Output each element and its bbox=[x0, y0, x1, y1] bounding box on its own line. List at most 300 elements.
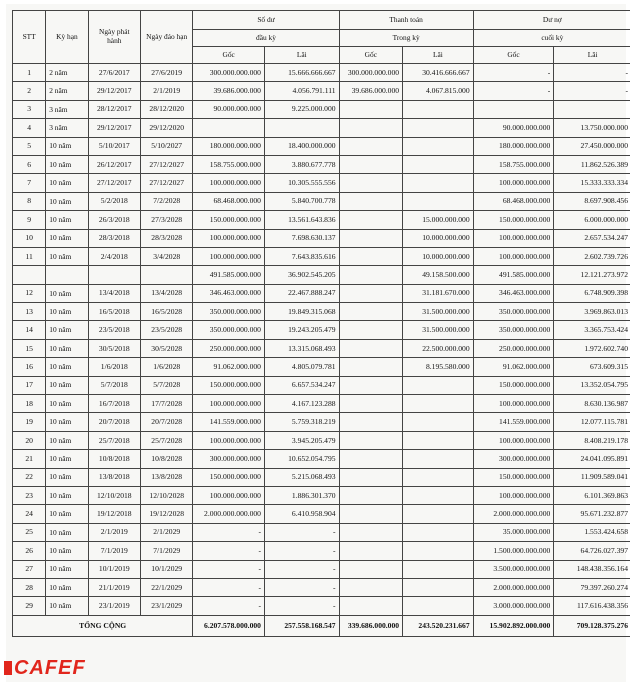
cell-maturity: 30/5/2028 bbox=[141, 339, 193, 357]
cell-open-p: 300.000.000.000 bbox=[193, 450, 265, 468]
cell-close-i: 24.041.095.891 bbox=[554, 450, 630, 468]
cell-close-p: 180.000.000.000 bbox=[473, 137, 554, 155]
cell-pay-p bbox=[339, 100, 403, 118]
cell-issue: 10/1/2019 bbox=[88, 560, 140, 578]
cell-term: 10 năm bbox=[46, 229, 88, 247]
cell-pay-p bbox=[339, 321, 403, 339]
cell-pay-i: 15.000.000.000 bbox=[403, 211, 474, 229]
cell-maturity: 17/7/2028 bbox=[141, 395, 193, 413]
cell-issue: 1/6/2018 bbox=[88, 358, 140, 376]
cell-pay-i bbox=[403, 137, 474, 155]
table-row bbox=[13, 174, 630, 192]
cell-close-i: 673.609.315 bbox=[554, 358, 630, 376]
cell-maturity: 27/3/2028 bbox=[141, 211, 193, 229]
cell-open-i: 5.840.700.778 bbox=[264, 192, 339, 210]
cell-maturity: 2/1/2029 bbox=[141, 523, 193, 541]
cell-term: 10 năm bbox=[46, 174, 88, 192]
cell-pay-i bbox=[403, 560, 474, 578]
cell-issue: 27/6/2017 bbox=[88, 64, 140, 82]
cell-stt: 28 bbox=[13, 578, 46, 596]
total-open-interest: 257.558.168.547 bbox=[264, 615, 339, 636]
cell-maturity: 13/8/2028 bbox=[141, 468, 193, 486]
cell-term: 10 năm bbox=[46, 486, 88, 504]
cell-pay-i bbox=[403, 431, 474, 449]
cell-pay-p bbox=[339, 450, 403, 468]
cell-pay-p bbox=[339, 247, 403, 265]
cell-maturity: 7/1/2029 bbox=[141, 542, 193, 560]
cell-stt: 10 bbox=[13, 229, 46, 247]
table-row bbox=[13, 229, 630, 247]
cell-issue: 20/7/2018 bbox=[88, 413, 140, 431]
cell-maturity: 2/1/2019 bbox=[141, 82, 193, 100]
cell-close-p: 150.000.000.000 bbox=[473, 468, 554, 486]
cell-open-i: - bbox=[264, 542, 339, 560]
cell-pay-i bbox=[403, 486, 474, 504]
cell-maturity: 28/3/2028 bbox=[141, 229, 193, 247]
cell-term: 2 năm bbox=[46, 64, 88, 82]
cell-open-i: 7.698.630.137 bbox=[264, 229, 339, 247]
cell-maturity: 3/4/2028 bbox=[141, 247, 193, 265]
cell-open-p: 350.000.000.000 bbox=[193, 321, 265, 339]
total-close-interest: 709.128.375.276 bbox=[554, 615, 630, 636]
cell-close-p: 3.000.000.000.000 bbox=[473, 597, 554, 615]
cell-issue: 7/1/2019 bbox=[88, 542, 140, 560]
cell-pay-i bbox=[403, 542, 474, 560]
cell-close-p: 2.000.000.000.000 bbox=[473, 505, 554, 523]
table-row bbox=[13, 303, 630, 321]
header-close-interest: Lãi bbox=[554, 47, 630, 64]
cell-close-p: - bbox=[473, 82, 554, 100]
cell-close-i: 8.697.908.456 bbox=[554, 192, 630, 210]
cell-open-i: 1.886.301.370 bbox=[264, 486, 339, 504]
header-stt: STT bbox=[13, 11, 46, 64]
cell-close-i: 2.602.739.726 bbox=[554, 247, 630, 265]
cell-pay-p bbox=[339, 431, 403, 449]
cell-term: 10 năm bbox=[46, 284, 88, 302]
table-row bbox=[13, 486, 630, 504]
cell-pay-i bbox=[403, 450, 474, 468]
table-row bbox=[13, 523, 630, 541]
cell-stt: 8 bbox=[13, 192, 46, 210]
cell-close-i: 13.750.000.000 bbox=[554, 119, 630, 137]
cell-term: 10 năm bbox=[46, 523, 88, 541]
cell-pay-i: 22.500.000.000 bbox=[403, 339, 474, 357]
cell-maturity: 13/4/2028 bbox=[141, 284, 193, 302]
cell-pay-p bbox=[339, 486, 403, 504]
table-row bbox=[13, 578, 630, 596]
cell-term: 10 năm bbox=[46, 247, 88, 265]
cell-stt: 5 bbox=[13, 137, 46, 155]
cell-stt: 11 bbox=[13, 247, 46, 265]
cell-open-p: 100.000.000.000 bbox=[193, 431, 265, 449]
cell-pay-p bbox=[339, 358, 403, 376]
cell-issue: 26/12/2017 bbox=[88, 155, 140, 173]
cell-open-i: 10.305.555.556 bbox=[264, 174, 339, 192]
cell-term: 3 năm bbox=[46, 119, 88, 137]
cell-pay-p bbox=[339, 174, 403, 192]
cell-close-p: 150.000.000.000 bbox=[473, 211, 554, 229]
cell-maturity bbox=[141, 266, 193, 284]
cell-close-i: 2.657.534.247 bbox=[554, 229, 630, 247]
cell-close-i: 12.121.273.972 bbox=[554, 266, 630, 284]
table-row bbox=[13, 376, 630, 394]
cell-open-p: - bbox=[193, 578, 265, 596]
cell-term: 2 năm bbox=[46, 82, 88, 100]
cell-pay-i bbox=[403, 468, 474, 486]
logo-mark-icon bbox=[4, 661, 12, 675]
cell-open-i: 19.849.315.068 bbox=[264, 303, 339, 321]
cell-open-i: 5.759.318.219 bbox=[264, 413, 339, 431]
table-row bbox=[13, 468, 630, 486]
cell-open-i: 18.400.000.000 bbox=[264, 137, 339, 155]
cell-pay-i bbox=[403, 597, 474, 615]
cell-close-i: 3.969.863.013 bbox=[554, 303, 630, 321]
cell-close-i: 11.909.589.041 bbox=[554, 468, 630, 486]
cell-pay-p bbox=[339, 137, 403, 155]
cell-close-i: 79.397.260.274 bbox=[554, 578, 630, 596]
cell-stt: 14 bbox=[13, 321, 46, 339]
header-pay-principal: Gốc bbox=[339, 47, 403, 64]
cell-pay-i bbox=[403, 100, 474, 118]
cell-maturity: 27/12/2027 bbox=[141, 174, 193, 192]
cell-open-p: 150.000.000.000 bbox=[193, 376, 265, 394]
cell-close-i: 13.352.054.795 bbox=[554, 376, 630, 394]
cell-open-p: 91.062.000.000 bbox=[193, 358, 265, 376]
cell-open-p: 350.000.000.000 bbox=[193, 303, 265, 321]
cell-open-p: 300.000.000.000 bbox=[193, 64, 265, 82]
cell-pay-p bbox=[339, 505, 403, 523]
cell-stt: 2 bbox=[13, 82, 46, 100]
cell-stt: 21 bbox=[13, 450, 46, 468]
cell-pay-p bbox=[339, 376, 403, 394]
cell-pay-i bbox=[403, 174, 474, 192]
cell-stt: 13 bbox=[13, 303, 46, 321]
cell-issue: 23/1/2019 bbox=[88, 597, 140, 615]
cell-pay-i bbox=[403, 578, 474, 596]
cell-term: 10 năm bbox=[46, 137, 88, 155]
cell-open-p: 150.000.000.000 bbox=[193, 468, 265, 486]
cell-pay-p bbox=[339, 303, 403, 321]
bond-balance-table bbox=[12, 10, 630, 637]
cafef-logo bbox=[4, 657, 86, 679]
table-row bbox=[13, 284, 630, 302]
cell-stt: 27 bbox=[13, 560, 46, 578]
header-maturity-date: Ngày đáo hạn bbox=[141, 11, 193, 64]
cell-stt: 23 bbox=[13, 486, 46, 504]
cell-term: 10 năm bbox=[46, 431, 88, 449]
cell-close-i: 6.000.000.000 bbox=[554, 211, 630, 229]
cell-maturity: 29/12/2020 bbox=[141, 119, 193, 137]
cell-stt: 18 bbox=[13, 395, 46, 413]
table-row bbox=[13, 192, 630, 210]
cell-open-p: 491.585.000.000 bbox=[193, 266, 265, 284]
cell-pay-p bbox=[339, 560, 403, 578]
table-row bbox=[13, 395, 630, 413]
cell-stt: 15 bbox=[13, 339, 46, 357]
document-sheet bbox=[6, 4, 626, 682]
cell-issue: 10/8/2018 bbox=[88, 450, 140, 468]
cell-open-i bbox=[264, 119, 339, 137]
cell-pay-i bbox=[403, 192, 474, 210]
cell-maturity: 1/6/2028 bbox=[141, 358, 193, 376]
cell-issue: 13/4/2018 bbox=[88, 284, 140, 302]
header-payment: Thanh toán bbox=[339, 11, 473, 30]
cell-term: 10 năm bbox=[46, 450, 88, 468]
cell-term: 10 năm bbox=[46, 542, 88, 560]
cell-term: 10 năm bbox=[46, 376, 88, 394]
cell-term: 10 năm bbox=[46, 358, 88, 376]
table-row bbox=[13, 321, 630, 339]
cell-maturity: 22/1/2029 bbox=[141, 578, 193, 596]
cell-close-i: 11.862.526.389 bbox=[554, 155, 630, 173]
cell-close-i: 8.630.136.987 bbox=[554, 395, 630, 413]
cell-term: 10 năm bbox=[46, 192, 88, 210]
cell-close-i: 12.077.115.781 bbox=[554, 413, 630, 431]
cell-pay-i: 10.000.000.000 bbox=[403, 247, 474, 265]
cell-pay-i: 31.500.000.000 bbox=[403, 303, 474, 321]
cell-close-i: 6.101.369.863 bbox=[554, 486, 630, 504]
cell-pay-p: 300.000.000.000 bbox=[339, 64, 403, 82]
cell-stt: 6 bbox=[13, 155, 46, 173]
table-row bbox=[13, 155, 630, 173]
cell-open-p: - bbox=[193, 542, 265, 560]
cell-close-p: - bbox=[473, 64, 554, 82]
cell-pay-p bbox=[339, 229, 403, 247]
cell-term: 10 năm bbox=[46, 597, 88, 615]
cell-open-i: 5.215.068.493 bbox=[264, 468, 339, 486]
cell-issue: 27/12/2017 bbox=[88, 174, 140, 192]
cell-close-p: 158.755.000.000 bbox=[473, 155, 554, 173]
table-row bbox=[13, 211, 630, 229]
cell-open-p: 68.468.000.000 bbox=[193, 192, 265, 210]
total-open-principal: 6.207.578.000.000 bbox=[193, 615, 265, 636]
cell-issue: 25/7/2018 bbox=[88, 431, 140, 449]
cell-open-p: 141.559.000.000 bbox=[193, 413, 265, 431]
cell-open-p: 39.686.000.000 bbox=[193, 82, 265, 100]
cell-open-p: 100.000.000.000 bbox=[193, 486, 265, 504]
table-row bbox=[13, 542, 630, 560]
cell-open-p: 158.755.000.000 bbox=[193, 155, 265, 173]
logo-text: CAFEF bbox=[14, 656, 86, 679]
cell-term: 10 năm bbox=[46, 321, 88, 339]
cell-open-i: 3.880.677.778 bbox=[264, 155, 339, 173]
cell-issue: 16/7/2018 bbox=[88, 395, 140, 413]
cell-close-i: 117.616.438.356 bbox=[554, 597, 630, 615]
table-row bbox=[13, 505, 630, 523]
cell-issue: 29/12/2017 bbox=[88, 119, 140, 137]
cell-open-i: 10.652.054.795 bbox=[264, 450, 339, 468]
cell-open-p: 90.000.000.000 bbox=[193, 100, 265, 118]
cell-maturity: 16/5/2028 bbox=[141, 303, 193, 321]
cell-close-p: 150.000.000.000 bbox=[473, 376, 554, 394]
cell-stt: 4 bbox=[13, 119, 46, 137]
cell-close-i bbox=[554, 100, 630, 118]
cell-stt: 22 bbox=[13, 468, 46, 486]
cell-close-p: 100.000.000.000 bbox=[473, 395, 554, 413]
cell-pay-i: 31.500.000.000 bbox=[403, 321, 474, 339]
cell-maturity: 23/1/2029 bbox=[141, 597, 193, 615]
cell-close-i: 95.671.232.877 bbox=[554, 505, 630, 523]
cell-term: 3 năm bbox=[46, 100, 88, 118]
header-pay-interest: Lãi bbox=[403, 47, 474, 64]
cell-stt: 17 bbox=[13, 376, 46, 394]
cell-close-p: 100.000.000.000 bbox=[473, 247, 554, 265]
header-closing: Dư nợ bbox=[473, 11, 630, 30]
cell-term: 10 năm bbox=[46, 155, 88, 173]
cell-pay-p bbox=[339, 413, 403, 431]
header-closing-sub: cuối kỳ bbox=[473, 30, 630, 47]
cell-pay-p bbox=[339, 597, 403, 615]
table-row bbox=[13, 82, 630, 100]
cell-open-i: 9.225.000.000 bbox=[264, 100, 339, 118]
table-row bbox=[13, 431, 630, 449]
header-term: Kỳ hạn bbox=[46, 11, 88, 64]
cell-open-p: 100.000.000.000 bbox=[193, 174, 265, 192]
cell-term: 10 năm bbox=[46, 395, 88, 413]
cell-open-p: 250.000.000.000 bbox=[193, 339, 265, 357]
cell-issue: 26/3/2018 bbox=[88, 211, 140, 229]
cell-stt: 19 bbox=[13, 413, 46, 431]
cell-maturity: 10/8/2028 bbox=[141, 450, 193, 468]
cell-open-i: 6.410.958.904 bbox=[264, 505, 339, 523]
cell-pay-p bbox=[339, 523, 403, 541]
cell-issue: 5/7/2018 bbox=[88, 376, 140, 394]
table-row bbox=[13, 266, 630, 284]
cell-open-i: 22.467.888.247 bbox=[264, 284, 339, 302]
cell-issue: 12/10/2018 bbox=[88, 486, 140, 504]
cell-pay-p bbox=[339, 284, 403, 302]
cell-close-p bbox=[473, 100, 554, 118]
cell-open-i: 4.056.791.111 bbox=[264, 82, 339, 100]
cell-pay-i bbox=[403, 155, 474, 173]
cell-issue: 28/12/2017 bbox=[88, 100, 140, 118]
cell-maturity: 23/5/2028 bbox=[141, 321, 193, 339]
cell-stt: 26 bbox=[13, 542, 46, 560]
cell-close-i: - bbox=[554, 64, 630, 82]
cell-term: 10 năm bbox=[46, 413, 88, 431]
cell-open-i: 7.643.835.616 bbox=[264, 247, 339, 265]
cell-close-p: 90.000.000.000 bbox=[473, 119, 554, 137]
cell-close-p: 350.000.000.000 bbox=[473, 321, 554, 339]
cell-issue: 13/8/2018 bbox=[88, 468, 140, 486]
cell-maturity: 5/10/2027 bbox=[141, 137, 193, 155]
cell-close-i: 1.553.424.658 bbox=[554, 523, 630, 541]
header-issue-date: Ngày phát hành bbox=[88, 11, 140, 64]
cell-open-i: - bbox=[264, 578, 339, 596]
cell-close-i: 6.748.909.398 bbox=[554, 284, 630, 302]
cell-maturity: 7/2/2028 bbox=[141, 192, 193, 210]
table-row bbox=[13, 560, 630, 578]
cell-maturity: 28/12/2020 bbox=[141, 100, 193, 118]
cell-stt: 29 bbox=[13, 597, 46, 615]
table-row bbox=[13, 597, 630, 615]
cell-maturity: 25/7/2028 bbox=[141, 431, 193, 449]
cell-maturity: 27/12/2027 bbox=[141, 155, 193, 173]
cell-close-p: 3.500.000.000.000 bbox=[473, 560, 554, 578]
header-open-principal: Gốc bbox=[193, 47, 265, 64]
cell-term: 10 năm bbox=[46, 578, 88, 596]
table-row bbox=[13, 119, 630, 137]
cell-maturity: 27/6/2019 bbox=[141, 64, 193, 82]
cell-stt: 20 bbox=[13, 431, 46, 449]
cell-open-i: - bbox=[264, 560, 339, 578]
cell-open-i: 13.315.068.493 bbox=[264, 339, 339, 357]
cell-term: 10 năm bbox=[46, 303, 88, 321]
cell-open-p: 100.000.000.000 bbox=[193, 229, 265, 247]
cell-close-p: 91.062.000.000 bbox=[473, 358, 554, 376]
cell-term: 10 năm bbox=[46, 505, 88, 523]
cell-close-p: 350.000.000.000 bbox=[473, 303, 554, 321]
cell-open-i: 6.657.534.247 bbox=[264, 376, 339, 394]
cell-open-i: 13.561.643.836 bbox=[264, 211, 339, 229]
cell-stt: 24 bbox=[13, 505, 46, 523]
cell-pay-i bbox=[403, 523, 474, 541]
cell-stt: 1 bbox=[13, 64, 46, 82]
cell-issue: 2/1/2019 bbox=[88, 523, 140, 541]
table-row bbox=[13, 413, 630, 431]
cell-open-i: 19.243.205.479 bbox=[264, 321, 339, 339]
cell-close-p: 100.000.000.000 bbox=[473, 229, 554, 247]
total-pay-principal: 339.686.000.000 bbox=[339, 615, 403, 636]
table-row bbox=[13, 64, 630, 82]
cell-close-p: 346.463.000.000 bbox=[473, 284, 554, 302]
cell-term: 10 năm bbox=[46, 339, 88, 357]
cell-open-p: 180.000.000.000 bbox=[193, 137, 265, 155]
table-row bbox=[13, 100, 630, 118]
cell-pay-p bbox=[339, 192, 403, 210]
cell-maturity: 20/7/2028 bbox=[141, 413, 193, 431]
cell-issue bbox=[88, 266, 140, 284]
cell-close-i: 64.726.027.397 bbox=[554, 542, 630, 560]
cell-stt: 7 bbox=[13, 174, 46, 192]
cell-open-i: 3.945.205.479 bbox=[264, 431, 339, 449]
cell-pay-i: 8.195.580.000 bbox=[403, 358, 474, 376]
cell-stt: 3 bbox=[13, 100, 46, 118]
cell-close-p: 250.000.000.000 bbox=[473, 339, 554, 357]
cell-open-p: - bbox=[193, 597, 265, 615]
cell-pay-p bbox=[339, 578, 403, 596]
cell-close-p: 141.559.000.000 bbox=[473, 413, 554, 431]
header-close-principal: Gốc bbox=[473, 47, 554, 64]
cell-stt bbox=[13, 266, 46, 284]
total-row bbox=[13, 615, 630, 636]
cell-pay-p bbox=[339, 542, 403, 560]
cell-pay-i bbox=[403, 119, 474, 137]
cell-issue: 29/12/2017 bbox=[88, 82, 140, 100]
cell-pay-i: 49.158.500.000 bbox=[403, 266, 474, 284]
cell-close-i: 1.972.602.740 bbox=[554, 339, 630, 357]
cell-pay-i: 31.181.670.000 bbox=[403, 284, 474, 302]
cell-close-p: 300.000.000.000 bbox=[473, 450, 554, 468]
cell-issue: 16/5/2018 bbox=[88, 303, 140, 321]
cell-issue: 2/4/2018 bbox=[88, 247, 140, 265]
cell-pay-i bbox=[403, 395, 474, 413]
cell-close-i: 148.438.356.164 bbox=[554, 560, 630, 578]
header-opening-sub: đầu kỳ bbox=[193, 30, 339, 47]
cell-close-p: 491.585.000.000 bbox=[473, 266, 554, 284]
cell-pay-i bbox=[403, 376, 474, 394]
cell-pay-p bbox=[339, 339, 403, 357]
cell-pay-p bbox=[339, 266, 403, 284]
cell-stt: 25 bbox=[13, 523, 46, 541]
cell-open-i: 4.805.079.781 bbox=[264, 358, 339, 376]
cell-open-p: 346.463.000.000 bbox=[193, 284, 265, 302]
cell-pay-p bbox=[339, 468, 403, 486]
cell-close-p: 1.500.000.000.000 bbox=[473, 542, 554, 560]
cell-close-i: - bbox=[554, 82, 630, 100]
cell-close-i: 3.365.753.424 bbox=[554, 321, 630, 339]
cell-pay-i: 30.416.666.667 bbox=[403, 64, 474, 82]
